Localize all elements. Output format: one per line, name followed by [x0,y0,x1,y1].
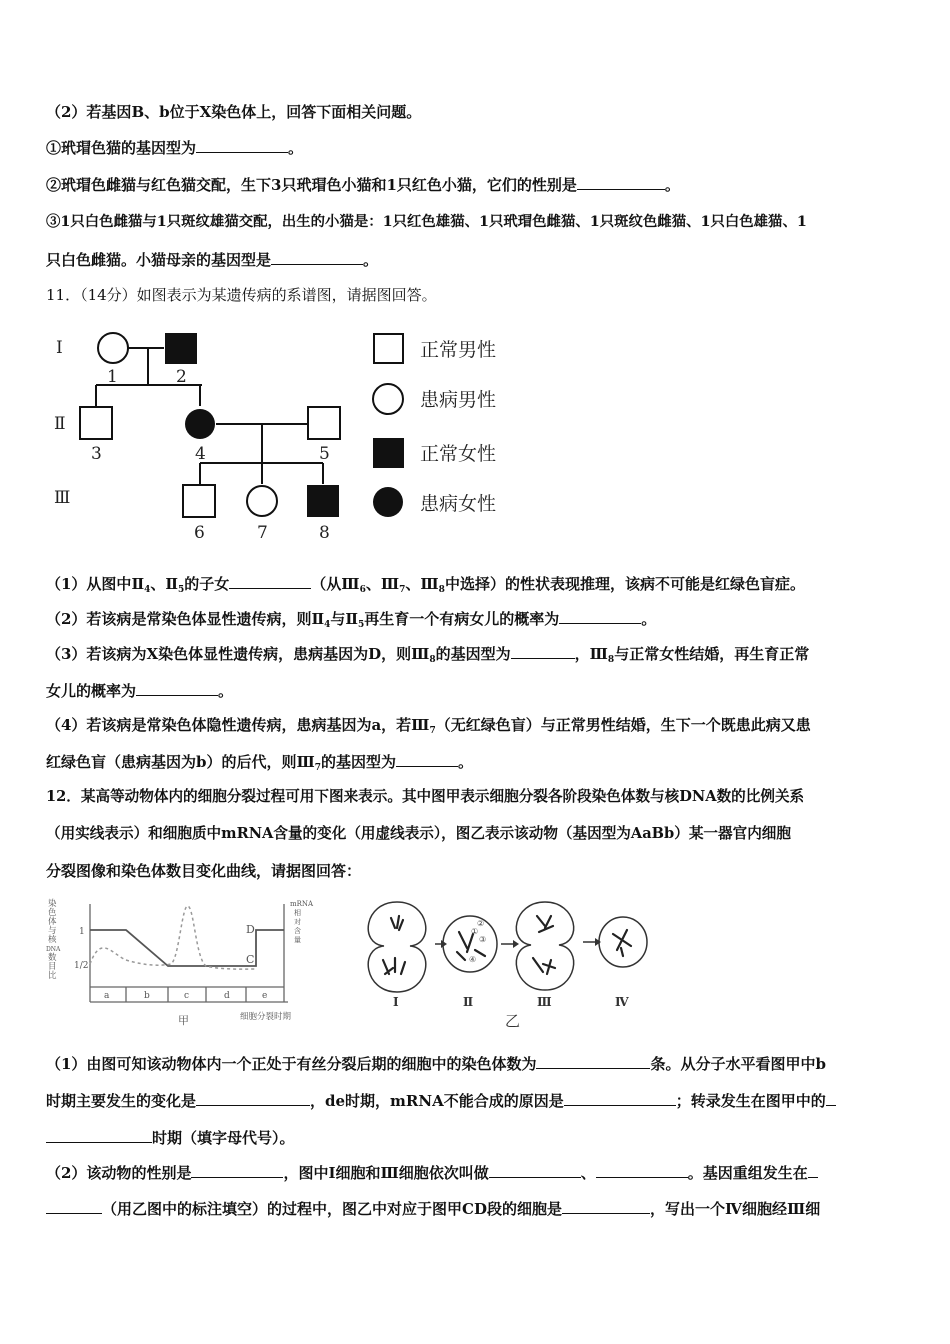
jia-dashed-line [90,906,256,969]
answer-blank[interactable] [564,1091,676,1106]
legend-normal-female-symbol [373,438,404,468]
q12-line2: （用实线表示）和细胞质中mRNA含量的变化（用虚线表示），图乙表示该动物（基因型为AaBb）某一器官内细胞 [46,825,791,842]
q11-header: 11．（14分）如图表示为某遗传病的系谱图，请据图回答。 [46,286,437,304]
q10-sub1: ①玳瑁色猫的基因型为 。 [46,139,304,157]
q11-part3: （3）若该病为X染色体显性遗传病，患病基因为D，则$Ⅲ_8$的基因型为 ，$Ⅲ_8$与正常女性结婚，再生育正常 [46,645,810,665]
answer-blank[interactable] [577,175,665,190]
cell-I [368,902,426,992]
pedigree-label: 8 [319,523,330,543]
jia-ytick: 1/2 [74,961,89,971]
jia-caption: 甲 [178,1014,189,1027]
cell2-mark: ④ [469,955,477,964]
cell-label-II: Ⅱ [463,995,474,1009]
cell2-mark: ① [471,927,479,936]
gen-label-II: Ⅱ [54,414,66,434]
q10-part2-intro: （2）若基因B、b位于X染色体上，回答下面相关问题。 [46,103,422,121]
legend-affected-male-symbol [373,384,403,414]
answer-blank[interactable] [511,644,575,659]
arrow-icon [513,940,519,948]
pedigree-label: 5 [319,444,330,464]
jia-ylabel: 染色体与核 DNA 数目比 [46,899,61,981]
q12-part2: （2）该动物的性别是 ，图中Ⅰ细胞和Ⅲ细胞依次叫做 、 。基因重组发生在 [46,1163,910,1183]
legend-label: 患病女性 [420,493,497,515]
answer-blank[interactable] [271,250,363,265]
legend-label: 正常女性 [420,443,497,465]
figure-jia [46,894,326,1032]
legend-affected-female-symbol [373,487,403,517]
gen-label-I: Ⅰ [56,338,63,358]
q12-part1: （1）由图可知该动物体内一个正处于有丝分裂后期的细胞中的染色体数为 条。从分子水平看图甲中b [46,1055,826,1073]
pedigree-label: 1 [107,367,118,387]
q12-line3: 分裂图像和染色体数目变化曲线，请据图回答： [46,862,362,880]
q12-line1: 12．某高等动物体内的细胞分裂过程可用下图来表示。其中图甲表示细胞分裂各阶段染色体数与核DNA数的比例关系 [46,788,805,805]
answer-blank[interactable] [826,1091,836,1106]
cell2-mark: ③ [479,935,487,944]
jia-solid-line [90,930,284,966]
jia-point-label: C [246,953,255,966]
q10-sub3-line2: 只白色雌猫。小猫母亲的基因型是 。 [46,251,379,269]
answer-blank[interactable] [559,609,641,624]
answer-blank[interactable] [196,1091,310,1106]
q12-part2-line2: （用乙图中的标注填空）的过程中，图乙中对应于图甲CD段的细胞是 ，写出一个Ⅳ细胞经Ⅲ细 [46,1199,910,1219]
gen-label-III: Ⅲ [54,488,71,508]
cell-III [516,902,573,990]
jia-phase: c [184,991,190,1001]
answer-blank[interactable] [191,1163,283,1178]
jia-ytick: 1 [79,927,85,937]
pedigree-label: 4 [195,444,206,464]
answer-blank[interactable] [808,1163,818,1178]
pedigree-III-7 [247,486,277,516]
cell2-mark: ② [477,919,485,928]
jia-xlabel: 细胞分裂时期 [240,1012,292,1022]
cell-label-IV: Ⅳ [615,995,629,1009]
yi-caption: 乙 [505,1012,521,1030]
cell-label-I: Ⅰ [393,995,399,1009]
pedigree-label: 2 [176,367,187,387]
cell-IV [599,917,647,967]
answer-blank[interactable] [562,1199,650,1214]
pedigree-chart [40,320,540,552]
q10-sub3-line1: ③1只白色雌猫与1只斑纹雄猫交配，出生的小猫是：1只红色雄猫、1只玳瑁色雌猫、1只斑纹色雌猫、1只白色雄猫、1 [46,213,807,230]
pedigree-III-8 [307,485,339,517]
jia-point-label: D [246,923,255,936]
figure-yi [355,894,675,1034]
answer-blank[interactable] [196,138,288,153]
answer-blank[interactable] [46,1128,152,1143]
pedigree-label: 3 [91,444,102,464]
pedigree-II-5 [308,407,340,439]
answer-blank[interactable] [596,1163,688,1178]
q12-part1-line3: 时期（填字母代号）。 [46,1128,910,1148]
answer-blank[interactable] [489,1163,581,1178]
q10-sub2: ②玳瑁色雌猫与红色猫交配，生下3只玳瑁色小猫和1只红色小猫，它们的性别是 。 [46,176,680,194]
pedigree-I-1 [98,333,128,363]
legend-normal-male-symbol [374,334,403,363]
jia-right-label: mRNA 相对含量 [290,900,314,944]
q11-part1: （1）从图中$Ⅱ_4$、$Ⅱ_5$的子女 （从$Ⅲ_6$、$Ⅲ_7$、$Ⅲ_8$中选择）的性状表现推理，该病不可能是红绿色盲症。 [46,575,805,595]
q11-part3-line2: 女儿的概率为 。 [46,682,234,700]
pedigree-label: 6 [194,523,205,543]
legend-label: 患病男性 [420,389,497,411]
arrow-icon [441,940,447,948]
answer-blank[interactable] [46,1199,102,1214]
jia-phase: a [104,991,110,1001]
legend-label: 正常男性 [420,339,497,361]
answer-blank[interactable] [396,752,458,767]
answer-blank[interactable] [229,574,311,589]
cell-label-III: Ⅲ [537,995,552,1009]
pedigree-I-2 [165,333,197,364]
pedigree-II-3 [80,407,112,439]
q11-part4: （4）若该病是常染色体隐性遗传病，患病基因为a，若$Ⅲ_7$（无红绿色盲）与正常男性结婚，生下一个既患此病又患 [46,716,811,736]
q12-part1-line2: 时期主要发生的变化是 ，de时期，mRNA不能合成的原因是 ；转录发生在图甲中的 [46,1091,910,1111]
answer-blank[interactable] [136,681,218,696]
pedigree-III-6 [183,485,215,517]
pedigree-II-4 [185,409,215,439]
jia-phase: b [144,991,150,1001]
answer-blank[interactable] [536,1054,650,1069]
jia-phase: e [262,991,268,1001]
arrow-icon [595,938,601,946]
jia-phase: d [224,991,230,1001]
q11-part2: （2）若该病是常染色体显性遗传病，则$Ⅱ_4$与$Ⅱ_5$再生育一个有病女儿的概率为 。 [46,610,657,630]
q11-part4-line2: 红绿色盲（患病基因为b）的后代，则$Ⅲ_7$的基因型为 。 [46,753,474,773]
pedigree-label: 7 [257,523,268,543]
